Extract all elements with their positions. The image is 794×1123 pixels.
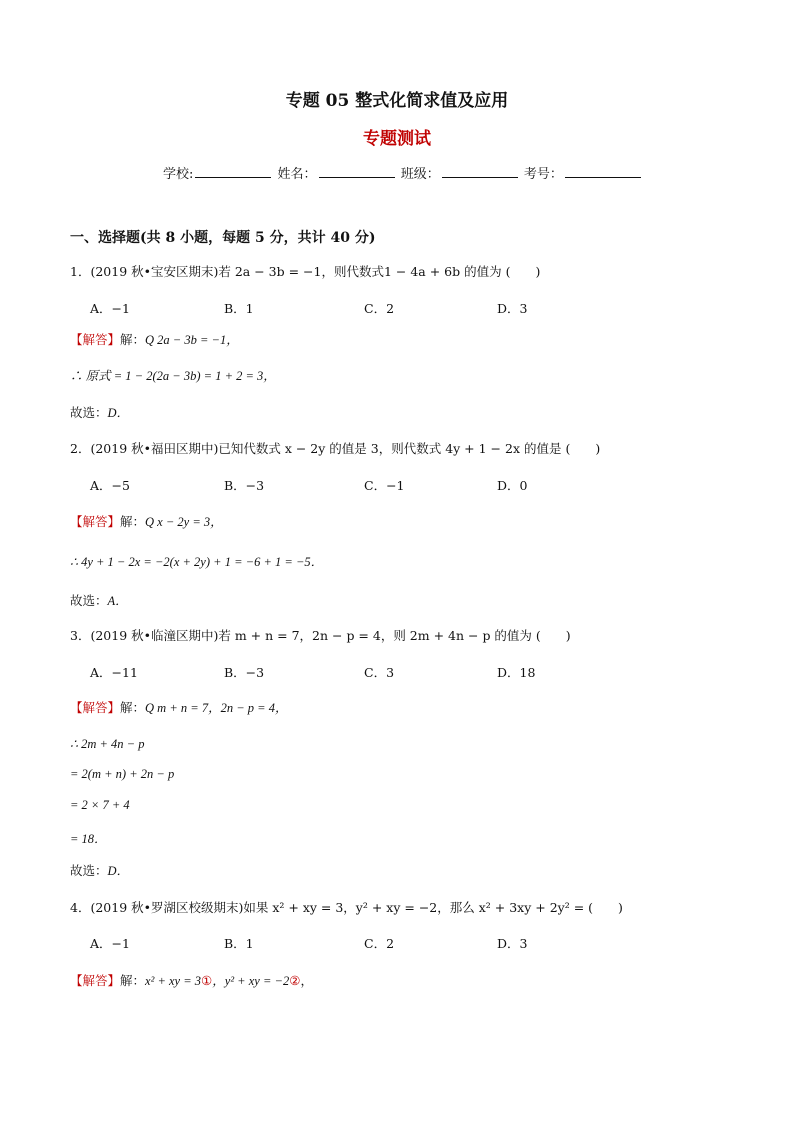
q3-solution-5: = 18． (70, 832, 107, 846)
q4-option-a: A．−1 (90, 936, 130, 951)
q1-option-b: B．1 (224, 301, 254, 316)
school-blank[interactable] (195, 165, 271, 178)
q3-option-b: B．−3 (224, 665, 265, 680)
question-1-stem: 1．(2019 秋•宝安区期末)若 2a − 3b = −1，则代数式1 − 4a + 6b 的值为 ( ) (70, 264, 541, 279)
q2-pick: A． (107, 594, 128, 608)
page-subtitle: 专题测试 (363, 129, 431, 149)
question-2-stem: 2．(2019 秋•福田区期中)已知代数式 x − 2y 的值是 3，则代数式 4y + 1 − 2x 的值是 ( ) (70, 441, 601, 456)
q2-solution-1: Q x − 2y = 3， (145, 515, 223, 529)
q2-option-b: B．−3 (224, 478, 265, 493)
q1-answer-tag: 【解答】 (70, 332, 121, 347)
q4-circled-2: ② (289, 973, 301, 988)
school-label: 学校: (163, 167, 194, 182)
q3-answer-tag: 【解答】 (70, 700, 121, 715)
q1-pick: D． (107, 406, 130, 420)
name-blank[interactable] (319, 165, 395, 178)
q1-pick-line (70, 403, 129, 421)
q2-option-d: D．0 (497, 478, 528, 493)
q3-solution-4: = 2 × 7 + 4 (70, 798, 130, 812)
q2-option-c: C．−1 (364, 478, 405, 493)
class-blank[interactable] (442, 165, 518, 178)
q4-solution-a: x² + xy = 3 (145, 974, 202, 988)
question-4-stem: 4．(2019 秋•罗湖区校级期末)如果 x² + xy = 3，y² + xy = −2，那么 x² + 3xy + 2y² = ( ) (70, 900, 623, 915)
number-label: 考号： (523, 167, 563, 182)
name-label: 姓名： (277, 167, 317, 182)
q2-option-a: A．−5 (90, 478, 130, 493)
q1-option-a: A．−1 (90, 301, 130, 316)
q3-answer-label: 解： (120, 700, 146, 715)
q1-option-d: D．3 (497, 301, 528, 316)
q1-solution-1: Q 2a − 3b = −1， (145, 333, 239, 347)
q3-pick: D． (107, 864, 130, 878)
q3-pick-label: 故选： (70, 863, 108, 878)
q2-answer-label: 解： (120, 514, 146, 529)
q2-answer-line (70, 512, 223, 530)
student-info-line (163, 163, 643, 182)
q2-answer-tag: 【解答】 (70, 514, 121, 529)
q3-solution-2: ∴ 2m + 4n − p (70, 737, 145, 751)
q1-pick-label: 故选： (70, 405, 108, 420)
q4-option-b: B．1 (224, 936, 254, 951)
q1-option-c: C．2 (364, 301, 395, 316)
q3-solution-3: = 2(m + n) + 2n − p (70, 767, 175, 781)
q4-circled-1: ① (201, 973, 213, 988)
q4-answer-label: 解： (120, 973, 146, 988)
q3-pick-line (70, 861, 129, 879)
q3-option-a: A．−11 (90, 665, 138, 680)
q2-pick-line (70, 591, 128, 609)
q4-option-d: D．3 (497, 936, 528, 951)
q1-answer-line (70, 330, 239, 348)
q2-pick-label: 故选： (70, 593, 108, 608)
q4-solution-end: ， (300, 973, 313, 988)
q3-answer-line (70, 698, 287, 716)
q4-answer-line (70, 971, 313, 989)
question-3-stem: 3．(2019 秋•临潼区期中)若 m + n = 7，2n − p = 4，则 2m + 4n − p 的值为 ( ) (70, 628, 571, 643)
q3-option-d: D．18 (497, 665, 536, 680)
q3-option-c: C．3 (364, 665, 395, 680)
q4-solution-b: ，y² + xy = −2 (212, 974, 290, 988)
q4-option-c: C．2 (364, 936, 395, 951)
q1-solution-2: ∴ 原式 = 1 − 2(2a − 3b) = 1 + 2 = 3， (70, 369, 276, 383)
q3-solution-1: Q m + n = 7，2n − p = 4， (145, 701, 288, 715)
class-label: 班级： (400, 167, 440, 182)
section-heading: 一、选择题(共 8 小题，每题 5 分，共计 40 分) (70, 230, 376, 246)
q2-solution-2: ∴ 4y + 1 − 2x = −2(x + 2y) + 1 = −6 + 1 = −5． (70, 555, 324, 569)
q1-answer-label: 解： (120, 332, 146, 347)
number-blank[interactable] (565, 165, 641, 178)
q4-answer-tag: 【解答】 (70, 973, 121, 988)
page-title: 专题 05 整式化简求值及应用 (285, 91, 509, 111)
